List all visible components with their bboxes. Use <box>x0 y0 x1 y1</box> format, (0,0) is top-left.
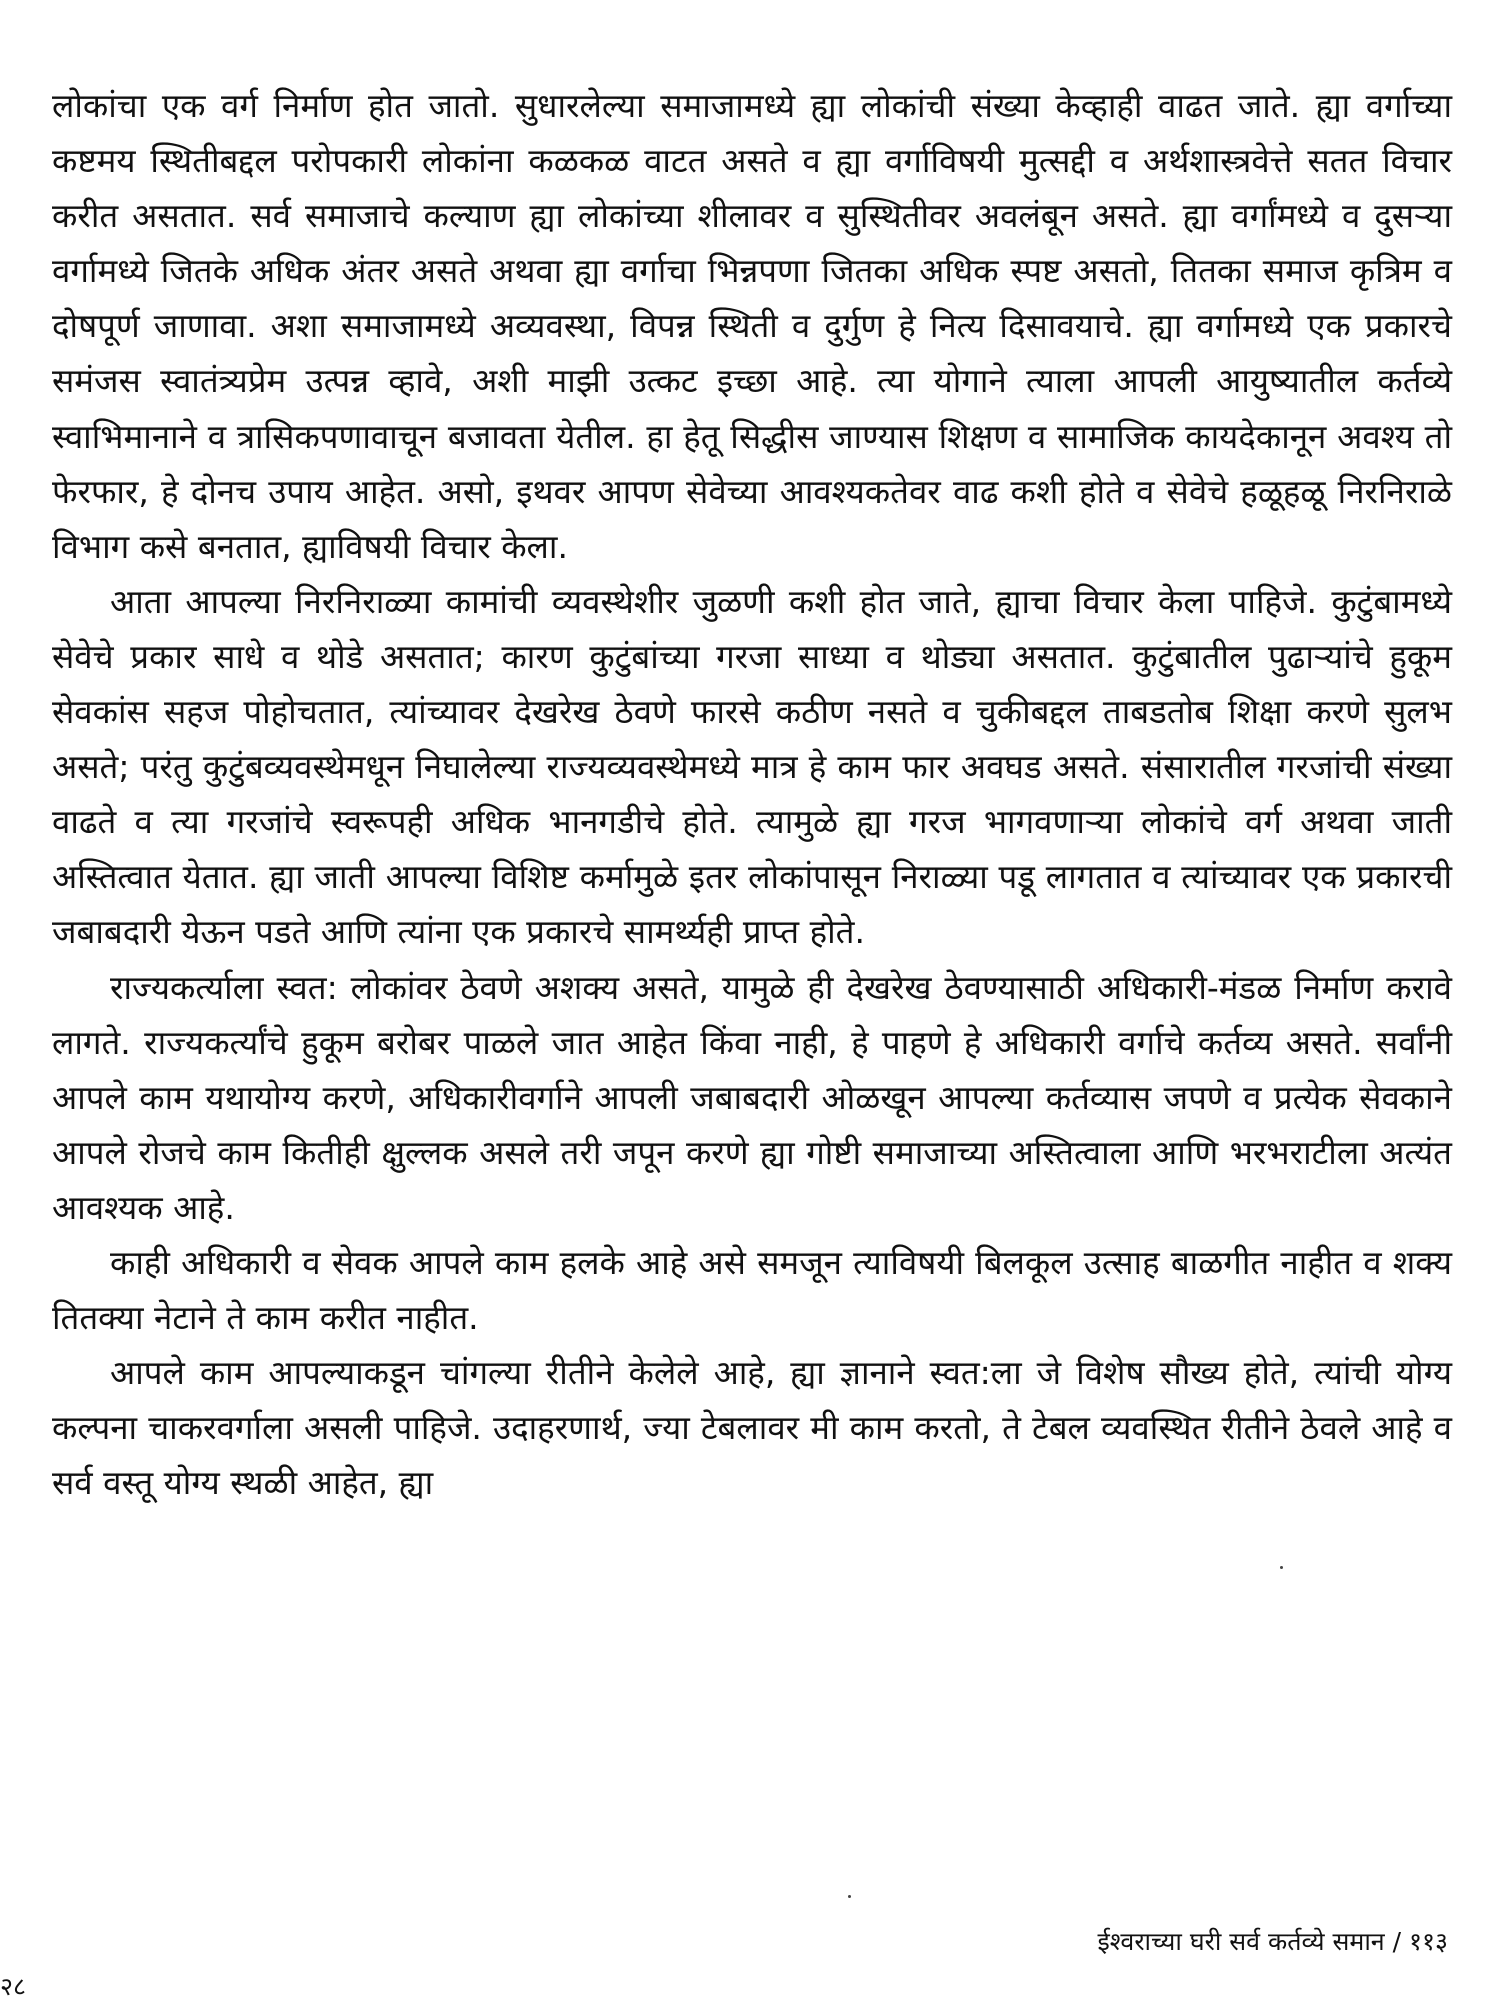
scan-speck <box>848 1895 851 1898</box>
paragraph-3: राज्यकर्त्याला स्वत: लोकांवर ठेवणे अशक्य असते, यामुळे ही देखरेख ठेवण्यासाठी अधिकारी-मंडळ निर्माण करावे लागते. राज्यकर्त्यांचे हुकूम बरोबर पाळले जात आहेत किंवा नाही, हे पाहणे हे अधिकारी वर्गाचे कर्तव्य असते. सर्वांनी आपले काम यथायोग्य करणे, अधिकारीवर्गाने आपली जबाबदारी ओळखून आपल्या कर्तव्यास जपणे व प्रत्येक सेवकाने आपले रोजचे काम कितीही क्षुल्लक असले तरी जपून करणे ह्या गोष्टी समाजाच्या अस्तित्वाला आणि भरभराटीला अत्यंत आवश्यक आहे. <box>52 967 1452 1227</box>
paragraph-5: आपले काम आपल्याकडून चांगल्या रीतीने केलेले आहे, ह्या ज्ञानाने स्वत:ला जे विशेष सौख्य होते, त्यांची योग्य कल्पना चाकरवर्गाला असली पाहिजे. उदाहरणार्थ, ज्या टेबलावर मी काम करतो, ते टेबल व्यवस्थित रीतीने ठेवले आहे व सर्व वस्तू योग्य स्थळी आहेत, ह्या <box>52 1353 1452 1503</box>
paragraph-1: लोकांचा एक वर्ग निर्माण होत जातो. सुधारलेल्या समाजामध्ये ह्या लोकांची संख्या केव्हाही वाढत जाते. ह्या वर्गाच्या कष्टमय स्थितीबद्दल परोपकारी लोकांना कळकळ वाटत असते व ह्या वर्गाविषयी मुत्सद्दी व अर्थशास्त्रवेत्ते सतत विचार करीत असतात. सर्व समाजाचे कल्याण ह्या लोकांच्या शीलावर व सुस्थितीवर अवलंबून असते. ह्या वर्गांमध्ये व दुसऱ्या वर्गामध्ये जितके अधिक अंतर असते अथवा ह्या वर्गाचा भिन्नपणा जितका अधिक स्पष्ट असतो, तितका समाज कृत्रिम व दोषपूर्ण जाणावा. अशा समाजामध्ये अव्यवस्था, विपन्न स्थिती व दुर्गुण हे नित्य दिसावयाचे. ह्या वर्गामध्ये एक प्रकारचे समंजस स्वातंत्र्यप्रेम उत्पन्न व्हावे, अशी माझी उत्कट इच्छा आहे. त्या योगाने त्याला आपली आयुष्यातील कर्तव्ये स्वाभिमानाने व त्रासिकपणावाचून बजावता येतील. हा हेतू सिद्धीस जाण्यास शिक्षण व सामाजिक कायदेकानून अवश्य तो फेरफार, हे दोनच उपाय आहेत. असो, इथवर आपण सेवेच्या आवश्यकतेवर वाढ कशी होते व सेवेचे हळूहळू निरनिराळे विभाग कसे बनतात, ह्याविषयी विचार केला. <box>52 86 1452 566</box>
scan-speck <box>1280 1566 1283 1569</box>
paragraph-2: आता आपल्या निरनिराळ्या कामांची व्यवस्थेशीर जुळणी कशी होत जाते, ह्याचा विचार केला पाहिजे. कुटुंबामध्ये सेवेचे प्रकार साधे व थोडे असतात; कारण कुटुंबांच्या गरजा साध्या व थोड्या असतात. कुटुंबातील पुढाऱ्यांचे हुकूम सेवकांस सहज पोहोचतात, त्यांच्यावर देखरेख ठेवणे फारसे कठीण नसते व चुकीबद्दल ताबडतोब शिक्षा करणे सुलभ असते; परंतु कुटुंबव्यवस्थेमधून निघालेल्या राज्यव्यवस्थेमध्ये मात्र हे काम फार अवघड असते. संसारातील गरजांची संख्या वाढते व त्या गरजांचे स्वरूपही अधिक भानगडीचे होते. त्यामुळे ह्या गरज भागवणाऱ्या लोकांचे वर्ग अथवा जाती अस्तित्वात येतात. ह्या जाती आपल्या विशिष्ट कर्मामुळे इतर लोकांपासून निराळ्या पडू लागतात व त्यांच्यावर एक प्रकारची जबाबदारी येऊन पडते आणि त्यांना एक प्रकारचे सामर्थ्यही प्राप्त होते. <box>52 581 1452 952</box>
paragraph-4: काही अधिकारी व सेवक आपले काम हलके आहे असे समजून त्याविषयी बिलकूल उत्साह बाळगीत नाहीत व शक्य तितक्या नेटाने ते काम करीत नाहीत. <box>52 1242 1452 1338</box>
body-text <box>52 78 1452 1510</box>
running-footer: ईश्वराच्या घरी सर्व कर्तव्ये समान / ११३ <box>1097 1927 1448 1956</box>
page-number: २८ <box>0 1972 27 2001</box>
